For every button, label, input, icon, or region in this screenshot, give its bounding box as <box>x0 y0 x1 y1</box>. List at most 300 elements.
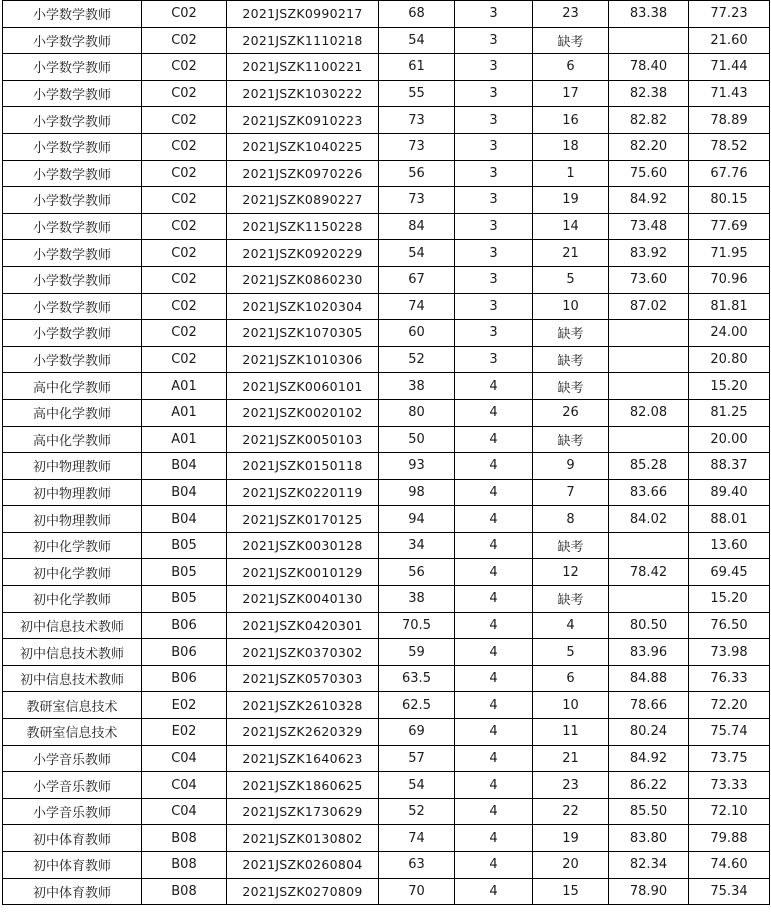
position-code-cell: B05 <box>142 559 227 586</box>
position-cell: 初中信息技术教师 <box>3 639 142 666</box>
interview-score-cell <box>609 346 689 373</box>
total-score-cell: 75.34 <box>689 878 770 905</box>
position-cell: 小学数学教师 <box>3 27 142 54</box>
written-score-cell: 63 <box>379 852 455 879</box>
total-score-cell: 80.15 <box>689 187 770 214</box>
total-score-cell: 81.25 <box>689 399 770 426</box>
draw-order-cell: 10 <box>533 293 609 320</box>
position-cell: 小学数学教师 <box>3 107 142 134</box>
written-score-cell: 52 <box>379 346 455 373</box>
written-score-cell: 54 <box>379 772 455 799</box>
written-score-cell: 61 <box>379 54 455 81</box>
total-score-cell: 72.20 <box>689 692 770 719</box>
interview-score-cell: 73.60 <box>609 266 689 293</box>
group-cell: 4 <box>455 479 533 506</box>
group-cell: 4 <box>455 852 533 879</box>
written-score-cell: 56 <box>379 160 455 187</box>
interview-score-cell: 83.80 <box>609 825 689 852</box>
table-row <box>3 798 770 825</box>
position-cell: 小学数学教师 <box>3 213 142 240</box>
table-row <box>3 479 770 506</box>
written-score-cell: 50 <box>379 426 455 453</box>
table-row <box>3 160 770 187</box>
written-score-cell: 56 <box>379 559 455 586</box>
position-code-cell: C02 <box>142 346 227 373</box>
exam-number-cell: 2021JSZK0970226 <box>227 160 379 187</box>
interview-score-cell: 82.82 <box>609 107 689 134</box>
written-score-cell: 74 <box>379 825 455 852</box>
written-score-cell: 80 <box>379 399 455 426</box>
written-score-cell: 63.5 <box>379 665 455 692</box>
total-score-cell: 81.81 <box>689 293 770 320</box>
position-code-cell: B08 <box>142 852 227 879</box>
interview-score-cell <box>609 27 689 54</box>
group-cell: 4 <box>455 586 533 613</box>
position-cell: 初中信息技术教师 <box>3 665 142 692</box>
exam-number-cell: 2021JSZK0060101 <box>227 373 379 400</box>
draw-order-cell: 缺考 <box>533 27 609 54</box>
exam-number-cell: 2021JSZK0150118 <box>227 453 379 480</box>
interview-score-cell: 87.02 <box>609 293 689 320</box>
group-cell: 3 <box>455 107 533 134</box>
written-score-cell: 93 <box>379 453 455 480</box>
interview-score-cell: 84.88 <box>609 665 689 692</box>
exam-number-cell: 2021JSZK2620329 <box>227 719 379 746</box>
group-cell: 4 <box>455 665 533 692</box>
position-code-cell: C04 <box>142 745 227 772</box>
position-code-cell: B06 <box>142 639 227 666</box>
position-cell: 初中体育教师 <box>3 852 142 879</box>
written-score-cell: 84 <box>379 213 455 240</box>
exam-number-cell: 2021JSZK1030222 <box>227 80 379 107</box>
position-cell: 小学数学教师 <box>3 266 142 293</box>
interview-score-cell: 85.28 <box>609 453 689 480</box>
draw-order-cell: 8 <box>533 506 609 533</box>
exam-number-cell: 2021JSZK0220119 <box>227 479 379 506</box>
table-row <box>3 559 770 586</box>
draw-order-cell: 15 <box>533 878 609 905</box>
total-score-cell: 77.23 <box>689 1 770 28</box>
interview-score-cell: 75.60 <box>609 160 689 187</box>
exam-number-cell: 2021JSZK0420301 <box>227 612 379 639</box>
table-row <box>3 426 770 453</box>
group-cell: 4 <box>455 453 533 480</box>
table-row <box>3 745 770 772</box>
group-cell: 4 <box>455 798 533 825</box>
group-cell: 4 <box>455 426 533 453</box>
total-score-cell: 77.69 <box>689 213 770 240</box>
table-row <box>3 293 770 320</box>
position-code-cell: B08 <box>142 878 227 905</box>
draw-order-cell: 23 <box>533 1 609 28</box>
interview-score-cell <box>609 320 689 347</box>
draw-order-cell: 21 <box>533 745 609 772</box>
written-score-cell: 74 <box>379 293 455 320</box>
position-cell: 初中物理教师 <box>3 506 142 533</box>
draw-order-cell: 18 <box>533 133 609 160</box>
written-score-cell: 62.5 <box>379 692 455 719</box>
interview-score-cell: 80.24 <box>609 719 689 746</box>
table-row <box>3 240 770 267</box>
written-score-cell: 68 <box>379 1 455 28</box>
group-cell: 4 <box>455 639 533 666</box>
exam-number-cell: 2021JSZK0890227 <box>227 187 379 214</box>
total-score-cell: 15.20 <box>689 373 770 400</box>
position-cell: 初中信息技术教师 <box>3 612 142 639</box>
position-cell: 初中物理教师 <box>3 453 142 480</box>
total-score-cell: 15.20 <box>689 586 770 613</box>
exam-number-cell: 2021JSZK0860230 <box>227 266 379 293</box>
total-score-cell: 78.52 <box>689 133 770 160</box>
total-score-cell: 24.00 <box>689 320 770 347</box>
table-row <box>3 772 770 799</box>
table-row <box>3 133 770 160</box>
draw-order-cell: 26 <box>533 399 609 426</box>
exam-number-cell: 2021JSZK0020102 <box>227 399 379 426</box>
group-cell: 4 <box>455 506 533 533</box>
table-row <box>3 825 770 852</box>
written-score-cell: 98 <box>379 479 455 506</box>
table-row <box>3 266 770 293</box>
draw-order-cell: 缺考 <box>533 346 609 373</box>
position-code-cell: C02 <box>142 240 227 267</box>
draw-order-cell: 缺考 <box>533 320 609 347</box>
group-cell: 4 <box>455 772 533 799</box>
exam-number-cell: 2021JSZK1100221 <box>227 54 379 81</box>
interview-score-cell: 73.48 <box>609 213 689 240</box>
group-cell: 3 <box>455 266 533 293</box>
total-score-cell: 70.96 <box>689 266 770 293</box>
draw-order-cell: 11 <box>533 719 609 746</box>
total-score-cell: 73.33 <box>689 772 770 799</box>
total-score-cell: 20.80 <box>689 346 770 373</box>
table-row <box>3 54 770 81</box>
exam-number-cell: 2021JSZK1070305 <box>227 320 379 347</box>
draw-order-cell: 1 <box>533 160 609 187</box>
interview-score-cell: 82.38 <box>609 80 689 107</box>
group-cell: 4 <box>455 559 533 586</box>
draw-order-cell: 4 <box>533 612 609 639</box>
position-cell: 高中化学教师 <box>3 373 142 400</box>
interview-score-cell <box>609 532 689 559</box>
interview-score-cell: 83.66 <box>609 479 689 506</box>
table-row <box>3 532 770 559</box>
interview-score-cell: 80.50 <box>609 612 689 639</box>
position-cell: 教研室信息技术 <box>3 719 142 746</box>
group-cell: 3 <box>455 133 533 160</box>
position-code-cell: B08 <box>142 825 227 852</box>
group-cell: 3 <box>455 27 533 54</box>
interview-score-cell: 78.40 <box>609 54 689 81</box>
written-score-cell: 38 <box>379 373 455 400</box>
table-row <box>3 346 770 373</box>
group-cell: 4 <box>455 719 533 746</box>
written-score-cell: 52 <box>379 798 455 825</box>
group-cell: 3 <box>455 320 533 347</box>
total-score-cell: 72.10 <box>689 798 770 825</box>
group-cell: 3 <box>455 160 533 187</box>
table-row <box>3 878 770 905</box>
position-code-cell: C02 <box>142 187 227 214</box>
interview-score-cell: 78.90 <box>609 878 689 905</box>
total-score-cell: 89.40 <box>689 479 770 506</box>
interview-score-cell: 78.42 <box>609 559 689 586</box>
position-cell: 小学数学教师 <box>3 293 142 320</box>
position-code-cell: C04 <box>142 798 227 825</box>
table-row <box>3 213 770 240</box>
total-score-cell: 76.50 <box>689 612 770 639</box>
group-cell: 3 <box>455 187 533 214</box>
group-cell: 4 <box>455 399 533 426</box>
position-code-cell: B05 <box>142 532 227 559</box>
interview-score-cell: 86.22 <box>609 772 689 799</box>
position-cell: 初中物理教师 <box>3 479 142 506</box>
score-table-body <box>3 1 770 905</box>
total-score-cell: 88.01 <box>689 506 770 533</box>
table-row <box>3 373 770 400</box>
position-code-cell: B06 <box>142 665 227 692</box>
group-cell: 4 <box>455 532 533 559</box>
table-row <box>3 320 770 347</box>
position-code-cell: A01 <box>142 373 227 400</box>
draw-order-cell: 缺考 <box>533 532 609 559</box>
exam-number-cell: 2021JSZK0910223 <box>227 107 379 134</box>
written-score-cell: 38 <box>379 586 455 613</box>
table-row <box>3 692 770 719</box>
position-code-cell: C02 <box>142 80 227 107</box>
written-score-cell: 94 <box>379 506 455 533</box>
written-score-cell: 55 <box>379 80 455 107</box>
position-code-cell: C02 <box>142 213 227 240</box>
position-cell: 小学数学教师 <box>3 80 142 107</box>
total-score-cell: 71.43 <box>689 80 770 107</box>
exam-number-cell: 2021JSZK0370302 <box>227 639 379 666</box>
draw-order-cell: 16 <box>533 107 609 134</box>
draw-order-cell: 19 <box>533 187 609 214</box>
draw-order-cell: 10 <box>533 692 609 719</box>
draw-order-cell: 缺考 <box>533 373 609 400</box>
group-cell: 4 <box>455 612 533 639</box>
exam-number-cell: 2021JSZK0130802 <box>227 825 379 852</box>
total-score-cell: 20.00 <box>689 426 770 453</box>
written-score-cell: 67 <box>379 266 455 293</box>
position-cell: 初中化学教师 <box>3 559 142 586</box>
interview-score-cell <box>609 426 689 453</box>
position-cell: 教研室信息技术 <box>3 692 142 719</box>
table-row <box>3 187 770 214</box>
total-score-cell: 13.60 <box>689 532 770 559</box>
draw-order-cell: 5 <box>533 266 609 293</box>
written-score-cell: 54 <box>379 240 455 267</box>
group-cell: 4 <box>455 373 533 400</box>
position-code-cell: C02 <box>142 160 227 187</box>
position-code-cell: B04 <box>142 453 227 480</box>
position-code-cell: A01 <box>142 426 227 453</box>
written-score-cell: 34 <box>379 532 455 559</box>
draw-order-cell: 7 <box>533 479 609 506</box>
exam-number-cell: 2021JSZK0570303 <box>227 665 379 692</box>
position-code-cell: C02 <box>142 1 227 28</box>
exam-number-cell: 2021JSZK0990217 <box>227 1 379 28</box>
group-cell: 3 <box>455 346 533 373</box>
position-cell: 小学数学教师 <box>3 1 142 28</box>
table-row <box>3 506 770 533</box>
group-cell: 3 <box>455 240 533 267</box>
interview-score-cell <box>609 373 689 400</box>
written-score-cell: 70.5 <box>379 612 455 639</box>
position-code-cell: E02 <box>142 692 227 719</box>
exam-number-cell: 2021JSZK0920229 <box>227 240 379 267</box>
position-cell: 初中体育教师 <box>3 878 142 905</box>
total-score-cell: 88.37 <box>689 453 770 480</box>
total-score-cell: 71.44 <box>689 54 770 81</box>
exam-number-cell: 2021JSZK1150228 <box>227 213 379 240</box>
total-score-cell: 74.60 <box>689 852 770 879</box>
group-cell: 3 <box>455 1 533 28</box>
total-score-cell: 76.33 <box>689 665 770 692</box>
position-code-cell: C02 <box>142 293 227 320</box>
position-code-cell: C02 <box>142 27 227 54</box>
position-code-cell: B06 <box>142 612 227 639</box>
draw-order-cell: 14 <box>533 213 609 240</box>
exam-number-cell: 2021JSZK1640623 <box>227 745 379 772</box>
draw-order-cell: 12 <box>533 559 609 586</box>
draw-order-cell: 5 <box>533 639 609 666</box>
table-row <box>3 852 770 879</box>
draw-order-cell: 19 <box>533 825 609 852</box>
written-score-cell: 59 <box>379 639 455 666</box>
interview-score-cell: 78.66 <box>609 692 689 719</box>
total-score-cell: 75.74 <box>689 719 770 746</box>
written-score-cell: 60 <box>379 320 455 347</box>
exam-number-cell: 2021JSZK1040225 <box>227 133 379 160</box>
total-score-cell: 73.75 <box>689 745 770 772</box>
interview-score-cell: 82.34 <box>609 852 689 879</box>
draw-order-cell: 17 <box>533 80 609 107</box>
interview-score-cell: 82.20 <box>609 133 689 160</box>
position-code-cell: E02 <box>142 719 227 746</box>
group-cell: 3 <box>455 80 533 107</box>
exam-number-cell: 2021JSZK1020304 <box>227 293 379 320</box>
draw-order-cell: 22 <box>533 798 609 825</box>
draw-order-cell: 6 <box>533 665 609 692</box>
interview-score-cell: 83.38 <box>609 1 689 28</box>
table-row <box>3 80 770 107</box>
exam-number-cell: 2021JSZK1730629 <box>227 798 379 825</box>
position-cell: 小学音乐教师 <box>3 798 142 825</box>
position-cell: 小学数学教师 <box>3 187 142 214</box>
position-code-cell: B04 <box>142 506 227 533</box>
draw-order-cell: 6 <box>533 54 609 81</box>
interview-score-cell: 83.92 <box>609 240 689 267</box>
exam-number-cell: 2021JSZK1110218 <box>227 27 379 54</box>
draw-order-cell: 21 <box>533 240 609 267</box>
group-cell: 3 <box>455 54 533 81</box>
group-cell: 4 <box>455 692 533 719</box>
interview-score-cell <box>609 586 689 613</box>
total-score-cell: 69.45 <box>689 559 770 586</box>
table-row <box>3 453 770 480</box>
group-cell: 4 <box>455 745 533 772</box>
position-code-cell: C04 <box>142 772 227 799</box>
position-cell: 高中化学教师 <box>3 426 142 453</box>
position-cell: 小学数学教师 <box>3 160 142 187</box>
exam-number-cell: 2021JSZK0010129 <box>227 559 379 586</box>
draw-order-cell: 20 <box>533 852 609 879</box>
table-row <box>3 612 770 639</box>
exam-number-cell: 2021JSZK0270809 <box>227 878 379 905</box>
exam-number-cell: 2021JSZK1860625 <box>227 772 379 799</box>
group-cell: 3 <box>455 293 533 320</box>
position-code-cell: C02 <box>142 320 227 347</box>
interview-score-cell: 83.96 <box>609 639 689 666</box>
table-row <box>3 1 770 28</box>
position-code-cell: C02 <box>142 54 227 81</box>
exam-number-cell: 2021JSZK0170125 <box>227 506 379 533</box>
interview-score-cell: 84.92 <box>609 745 689 772</box>
table-row <box>3 107 770 134</box>
position-cell: 初中化学教师 <box>3 586 142 613</box>
written-score-cell: 70 <box>379 878 455 905</box>
exam-number-cell: 2021JSZK0030128 <box>227 532 379 559</box>
group-cell: 4 <box>455 878 533 905</box>
position-cell: 小学数学教师 <box>3 54 142 81</box>
position-cell: 小学音乐教师 <box>3 772 142 799</box>
exam-number-cell: 2021JSZK0050103 <box>227 426 379 453</box>
written-score-cell: 69 <box>379 719 455 746</box>
draw-order-cell: 缺考 <box>533 586 609 613</box>
draw-order-cell: 9 <box>533 453 609 480</box>
table-row <box>3 586 770 613</box>
group-cell: 3 <box>455 213 533 240</box>
total-score-cell: 21.60 <box>689 27 770 54</box>
total-score-cell: 79.88 <box>689 825 770 852</box>
table-row <box>3 27 770 54</box>
position-code-cell: B04 <box>142 479 227 506</box>
interview-score-cell: 84.92 <box>609 187 689 214</box>
position-code-cell: B05 <box>142 586 227 613</box>
interview-score-cell: 85.50 <box>609 798 689 825</box>
score-table <box>2 0 770 905</box>
position-code-cell: C02 <box>142 266 227 293</box>
total-score-cell: 71.95 <box>689 240 770 267</box>
position-cell: 小学数学教师 <box>3 320 142 347</box>
total-score-cell: 73.98 <box>689 639 770 666</box>
position-code-cell: C02 <box>142 133 227 160</box>
position-cell: 初中体育教师 <box>3 825 142 852</box>
total-score-cell: 78.89 <box>689 107 770 134</box>
written-score-cell: 54 <box>379 27 455 54</box>
written-score-cell: 73 <box>379 133 455 160</box>
position-code-cell: C02 <box>142 107 227 134</box>
draw-order-cell: 23 <box>533 772 609 799</box>
exam-number-cell: 2021JSZK2610328 <box>227 692 379 719</box>
position-cell: 小学音乐教师 <box>3 745 142 772</box>
interview-score-cell: 82.08 <box>609 399 689 426</box>
exam-number-cell: 2021JSZK1010306 <box>227 346 379 373</box>
table-row <box>3 639 770 666</box>
written-score-cell: 57 <box>379 745 455 772</box>
position-cell: 小学数学教师 <box>3 346 142 373</box>
position-cell: 小学数学教师 <box>3 133 142 160</box>
exam-number-cell: 2021JSZK0040130 <box>227 586 379 613</box>
table-row <box>3 665 770 692</box>
group-cell: 4 <box>455 825 533 852</box>
interview-score-cell: 84.02 <box>609 506 689 533</box>
draw-order-cell: 缺考 <box>533 426 609 453</box>
position-cell: 高中化学教师 <box>3 399 142 426</box>
written-score-cell: 73 <box>379 187 455 214</box>
